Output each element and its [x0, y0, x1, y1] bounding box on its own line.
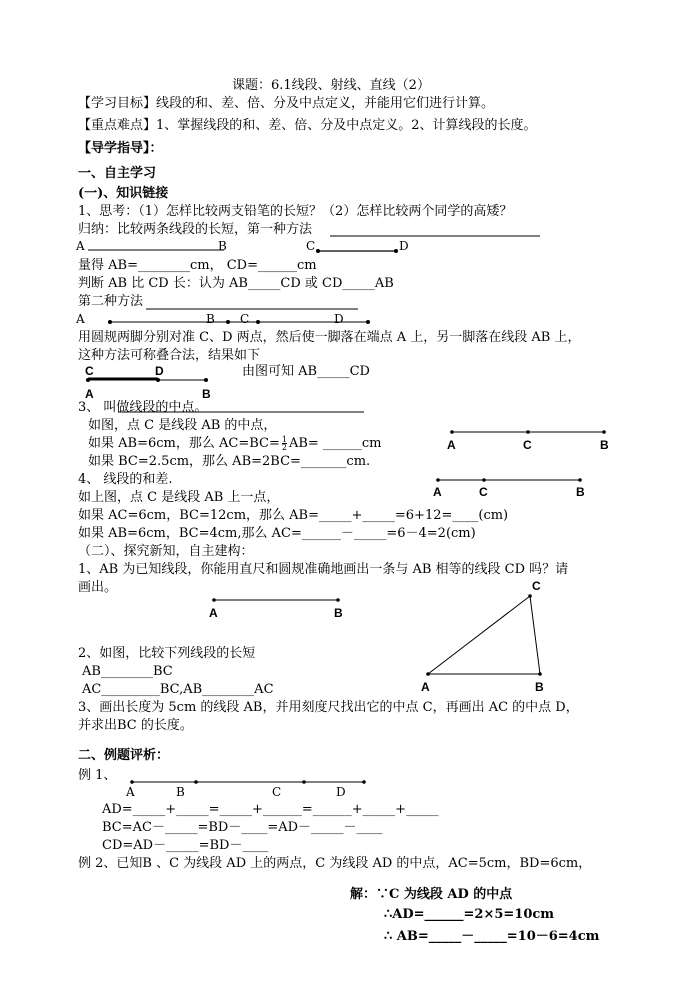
label-a: A	[433, 485, 442, 499]
example-1a: AD=_____+_____=_____+______=______+_____+_____	[102, 802, 439, 817]
label-c: C	[479, 485, 488, 499]
point-b	[602, 430, 606, 434]
label-b: B	[202, 387, 211, 401]
section-heading-2: 二、例题评析：	[78, 748, 170, 763]
example-1b: BC=AC－_____=BD－____=AD－_____－____	[102, 820, 383, 835]
label-c: C	[523, 438, 532, 452]
point-b	[538, 672, 542, 676]
point-a	[426, 672, 430, 676]
question-4: 4、 线段的和差.	[78, 472, 173, 487]
example-1c: CD=AD－_____=BD－____	[102, 838, 269, 853]
explore-3a: 3、画出长度为 5cm 的线段 AB，并用刻度尺找出它的中点 C，再画出 AC 的中点 D，	[78, 700, 579, 715]
explore-2: 2、如图，比较下列线段的长短	[78, 646, 256, 661]
point-c	[528, 594, 532, 598]
lesson-title: 课题：6.1线段、射线、直线（2）	[232, 78, 430, 93]
explore-2b: AC_________BC,AB________AC	[82, 682, 274, 697]
label-d: D	[334, 312, 344, 326]
point-a	[212, 598, 216, 602]
label-a: A	[85, 387, 94, 401]
label-d: D	[336, 785, 346, 799]
label-b: B	[218, 239, 227, 253]
solution-3: ∴ AB=_____－_____=10－6=4cm	[384, 929, 600, 944]
example-1: 例 1、	[78, 768, 117, 783]
point-c	[482, 478, 486, 482]
point-b	[194, 780, 198, 784]
example-2: 例 2、已知B 、C 为线段 AD 上的两点，C 为线段 AD 的中点，AC=5cm，BD=6cm，	[78, 856, 592, 871]
point-b	[336, 598, 340, 602]
point-a	[108, 320, 112, 324]
question-4b: 如果 AC=6cm，BC=12cm，那么 AB=_____+_____=6+12=____(cm)	[78, 508, 509, 523]
label-b: B	[576, 485, 585, 499]
question-3: 3、 叫做线段的中点。	[78, 400, 208, 415]
question-3a: 如图，点 C 是线段 AB 的中点，	[88, 418, 277, 433]
point-b	[204, 378, 208, 382]
point-d	[394, 249, 398, 253]
conclusion-text: 由图可知 AB_____CD	[242, 364, 370, 379]
label-c: C	[306, 239, 316, 253]
method-2-text: 第二种方法	[78, 294, 144, 309]
point-c	[302, 780, 306, 784]
label-a: A	[209, 606, 218, 620]
measure-text: 量得 AB=________cm， CD=______cm	[78, 258, 317, 273]
question-4a: 如上图，点 C 是线段 AB 上一点，	[78, 490, 280, 505]
triangle-abc	[428, 596, 540, 674]
explore-heading: （二）、探究新知，自主建构：	[78, 544, 254, 559]
compass-text-2: 这种方法可称叠合法，结果如下	[78, 348, 261, 363]
solution-2: ∴AD=______=2×5=10cm	[384, 907, 555, 922]
label-d: D	[399, 239, 409, 253]
label-b: B	[334, 606, 343, 620]
question-1: 1、思考：（1）怎样比较两支铅笔的长短？（2）怎样比较两个同学的高矮？	[78, 204, 513, 219]
section-heading-1: 一、自主学习	[78, 166, 157, 181]
point-d	[366, 320, 370, 324]
solution-1: 解：∵C 为线段 AD 的中点	[350, 887, 513, 902]
explore-1a: 1、AB 为已知线段，你能用直尺和圆规准确地画出一条与 AB 相等的线段 CD 吗？请	[78, 562, 569, 577]
label-c: C	[272, 785, 282, 799]
key-points: 【重点难点】1、掌握线段的和、差、倍、分及中点定义。2、计算线段的长度。	[78, 118, 537, 133]
label-c: C	[85, 364, 94, 378]
fraction-half: $\frac{1}{2}$	[281, 435, 287, 452]
question-4c: 如果 AB=6cm，BC=4cm,那么 AC=______－_____=6－4=2(cm)	[78, 526, 476, 541]
label-d: D	[155, 364, 164, 378]
point-c	[256, 320, 260, 324]
label-a: A	[126, 785, 135, 799]
point-a	[86, 378, 90, 382]
label-b: B	[535, 680, 544, 694]
summary-text: 归纳：比较两条线段的长短，第一种方法	[78, 222, 313, 237]
label-a: A	[447, 438, 456, 452]
label-b: B	[600, 438, 609, 452]
question-3b: 如果 AB=6cm，那么 AC=BC= $\frac{1}{2}$ AB= ______cm	[88, 435, 382, 452]
label-c: C	[240, 312, 250, 326]
compass-text-1: 用圆规两脚分别对准 C、D 两点，然后使一脚落在端点 A 上，另一脚落在线段 AB 上，	[78, 330, 581, 345]
label-b: B	[176, 785, 185, 799]
label-a: A	[76, 239, 85, 253]
explore-1b: 画出。	[78, 580, 118, 595]
explore-2a: AB________BC	[82, 664, 173, 679]
label-c: C	[532, 579, 541, 593]
point-c	[316, 249, 320, 253]
point-a	[436, 478, 440, 482]
point-c	[526, 430, 530, 434]
point-a	[130, 780, 134, 784]
guide-heading: 【导学指导】：	[78, 141, 163, 156]
point-b	[578, 478, 582, 482]
point-d	[362, 780, 366, 784]
question-3c: 如果 BC=2.5cm，那么 AB=2BC=_______cm.	[88, 454, 371, 469]
subsection-heading: (一)、知识链接	[78, 186, 169, 201]
learning-objectives: 【学习目标】线段的和、差、倍、分及中点定义，并能用它们进行计算。	[78, 96, 495, 111]
point-d	[156, 378, 160, 382]
label-a: A	[421, 680, 430, 694]
point-a	[450, 430, 454, 434]
explore-3b: 并求出BC 的长度。	[78, 718, 193, 733]
point-b	[226, 320, 230, 324]
judge-text: 判断 AB 比 CD 长：认为 AB_____CD 或 CD_____AB	[78, 276, 394, 291]
label-b: B	[206, 312, 215, 326]
label-a: A	[76, 312, 85, 326]
